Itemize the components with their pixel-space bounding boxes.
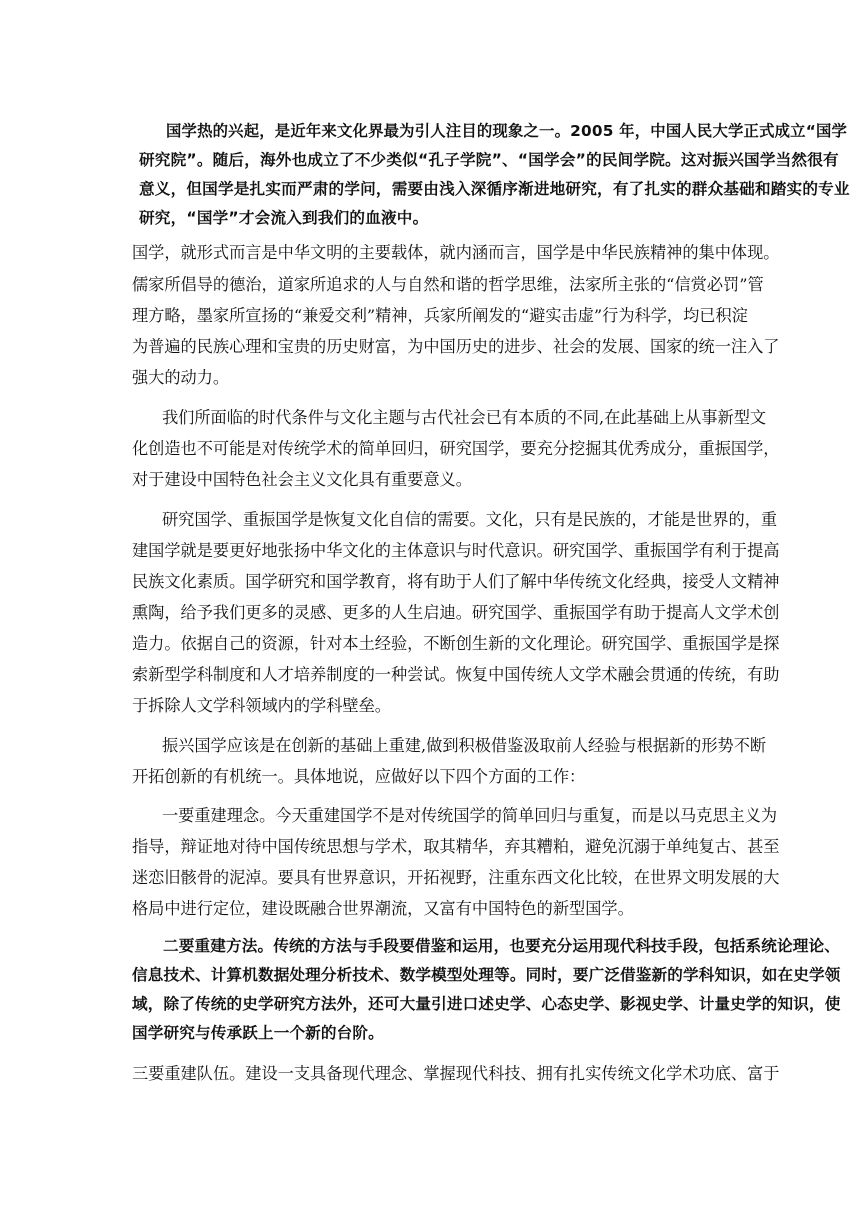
text-line: 信息技术、计算机数据处理分析技术、数学模型处理等。同时，要广泛借鉴新的学科知识，如在史学领	[132, 966, 841, 984]
text-line: 造力。依据自己的资源，针对本土经验，不断创生新的文化理论。研究国学、重振国学是探	[132, 634, 780, 653]
text-line: 于拆除人文学科领域内的学科壁垒。	[132, 696, 391, 715]
text-line: 强大的动力。	[132, 368, 230, 387]
text-line: 域，除了传统的史学研究方法外，还可大量引进口述史学、心态史学、影视史学、计量史学的知识，使	[132, 995, 841, 1013]
text-line: 国学热的兴起，是近年来文化界最为引人注目的现象之一。2005 年，中国人民大学正式成立“国学	[166, 122, 848, 140]
text-line: 迷恋旧骸骨的泥淖。要具有世界意识，开拓视野，注重东西文化比较，在世界文明发展的大	[132, 868, 780, 887]
text-line: 我们所面临的时代条件与文化主题与古代社会已有本质的不同,在此基础上从事新型文	[162, 408, 767, 427]
text-line: 开拓创新的有机统一。具体地说，应做好以下四个方面的工作：	[132, 767, 586, 786]
text-line: 国学研究与传承跃上一个新的台阶。	[132, 1024, 384, 1042]
text-line: 意义，但国学是扎实而严肃的学问，需要由浅入深循序渐进地研究，有了扎实的群众基础和踏实的专业	[139, 180, 850, 198]
text-line: 指导，辩证地对待中国传统思想与学术，取其精华，弃其糟粕，避免沉溺于单纯复古、甚至	[132, 837, 780, 856]
text-line: 化创造也不可能是对传统学术的简单回归，研究国学，要充分挖掘其优秀成分，重振国学，	[132, 439, 780, 458]
text-line: 二要重建方法。传统的方法与手段要借鉴和运用，也要充分运用现代科技手段，包括系统论理论、	[163, 937, 840, 955]
text-line: 索新型学科制度和人才培养制度的一种尝试。恢复中国传统人文学术融会贯通的传统，有助	[132, 665, 780, 684]
text-line: 儒家所倡导的德治，道家所追求的人与自然和谐的哲学思维，法家所主张的“信赏必罚”管	[132, 275, 764, 294]
text-line: 国学，就形式而言是中华文明的主要载体，就内涵而言，国学是中华民族精神的集中体现。	[132, 243, 780, 262]
text-line: 民族文化素质。国学研究和国学教育，将有助于人们了解中华传统文化经典，接受人文精神	[132, 572, 780, 591]
text-line: 一要重建理念。今天重建国学不是对传统国学的简单回归与重复，而是以马克思主义为	[162, 806, 778, 825]
text-line: 格局中进行定位，建设既融合世界潮流，又富有中国特色的新型国学。	[132, 899, 634, 918]
text-line: 为普遍的民族心理和宝贵的历史财富，为中国历史的进步、社会的发展、国家的统一注入了	[132, 337, 780, 356]
text-line: 研究院”。随后，海外也成立了不少类似“孔子学院”、“国学会”的民间学院。这对振兴国学当然很有	[139, 151, 839, 169]
text-line: 振兴国学应该是在创新的基础上重建,做到积极借鉴汲取前人经验与根据新的形势不断	[162, 736, 767, 755]
text-line: 研究，“国学”才会流入到我们的血液中。	[139, 209, 429, 227]
text-line: 建国学就是要更好地张扬中华文化的主体意识与时代意识。研究国学、重振国学有利于提高	[132, 541, 780, 560]
text-line: 研究国学、重振国学是恢复文化自信的需要。文化，只有是民族的，才能是世界的，重	[162, 510, 778, 529]
text-line: 三要重建队伍。建设一支具备现代理念、掌握现代科技、拥有扎实传统文化学术功底、富于	[132, 1064, 780, 1083]
text-line: 熏陶，给予我们更多的灵感、更多的人生启迪。研究国学、重振国学有助于提高人文学术创	[132, 603, 780, 622]
text-line: 理方略，墨家所宣扬的“兼爱交利”精神，兵家所阐发的“避实击虚”行为科学，均已积淀	[132, 306, 748, 325]
text-line: 对于建设中国特色社会主义文化具有重要意义。	[132, 470, 472, 489]
